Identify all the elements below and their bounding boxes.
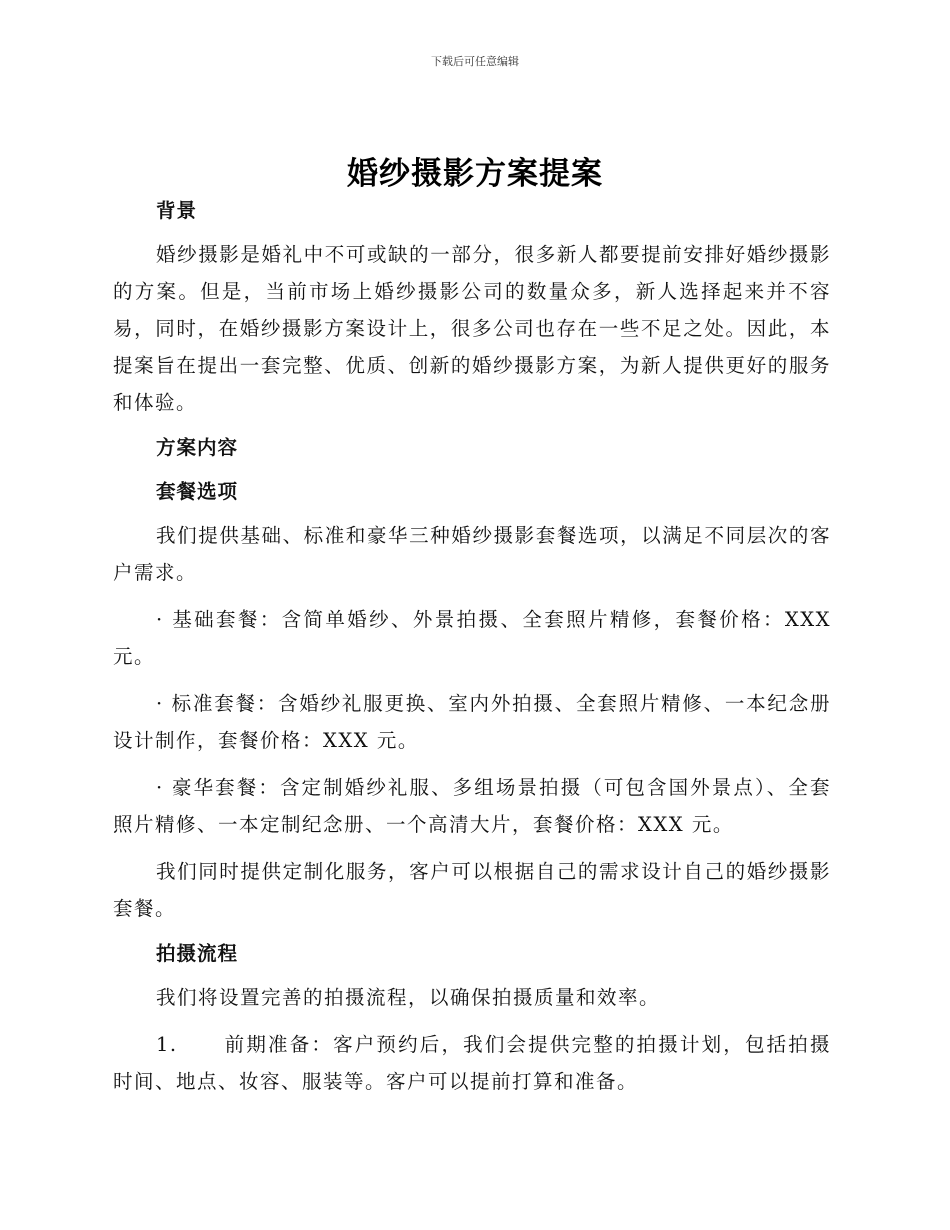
heading-plan-content: 方案内容 — [156, 436, 239, 459]
step-text: 前期准备：客户预约后，我们会提供完整的拍摄计划，包括拍摄时间、地点、妆容、服装等。客户可以提前打算和准备。 — [113, 1033, 831, 1093]
list-item-process-step-1 — [113, 1026, 831, 1100]
document-title: 婚纱摄影方案提案 — [347, 156, 603, 192]
heading-package-options: 套餐选项 — [156, 480, 239, 503]
step-number: 1. — [156, 1033, 178, 1056]
list-item-package-luxury: · 豪华套餐：含定制婚纱礼服、多组场景拍摄（可包含国外景点）、全套照片精修、一本定制纪念册、一个高清大片，套餐价格：XXX 元。 — [113, 776, 831, 836]
document-body — [113, 194, 831, 1100]
page-header-note: 下载后可任意编辑 — [431, 55, 519, 68]
paragraph-process-intro: 我们将设置完善的拍摄流程，以确保拍摄质量和效率。 — [156, 986, 661, 1009]
list-item-package-standard: · 标准套餐：含婚纱礼服更换、室内外拍摄、全套照片精修、一本纪念册设计制作，套餐价格：XXX 元。 — [113, 692, 831, 752]
heading-background: 背景 — [156, 199, 198, 222]
paragraph-background: 婚纱摄影是婚礼中不可或缺的一部分，很多新人都要提前安排好婚纱摄影的方案。但是，当前市场上婚纱摄影公司的数量众多，新人选择起来并不容易，同时，在婚纱摄影方案设计上，很多公司也存在一些不足之处。因此，本提案旨在提出一套完整、优质、创新的婚纱摄影方案，为新人提供更好的服务和体验。 — [113, 243, 831, 414]
paragraph-package-intro: 我们提供基础、标准和豪华三种婚纱摄影套餐选项，以满足不同层次的客户需求。 — [113, 524, 831, 584]
heading-shooting-process: 拍摄流程 — [156, 942, 239, 965]
paragraph-package-custom: 我们同时提供定制化服务，客户可以根据自己的需求设计自己的婚纱摄影套餐。 — [113, 860, 831, 920]
list-item-package-basic: · 基础套餐：含简单婚纱、外景拍摄、全套照片精修，套餐价格：XXX 元。 — [113, 608, 831, 668]
